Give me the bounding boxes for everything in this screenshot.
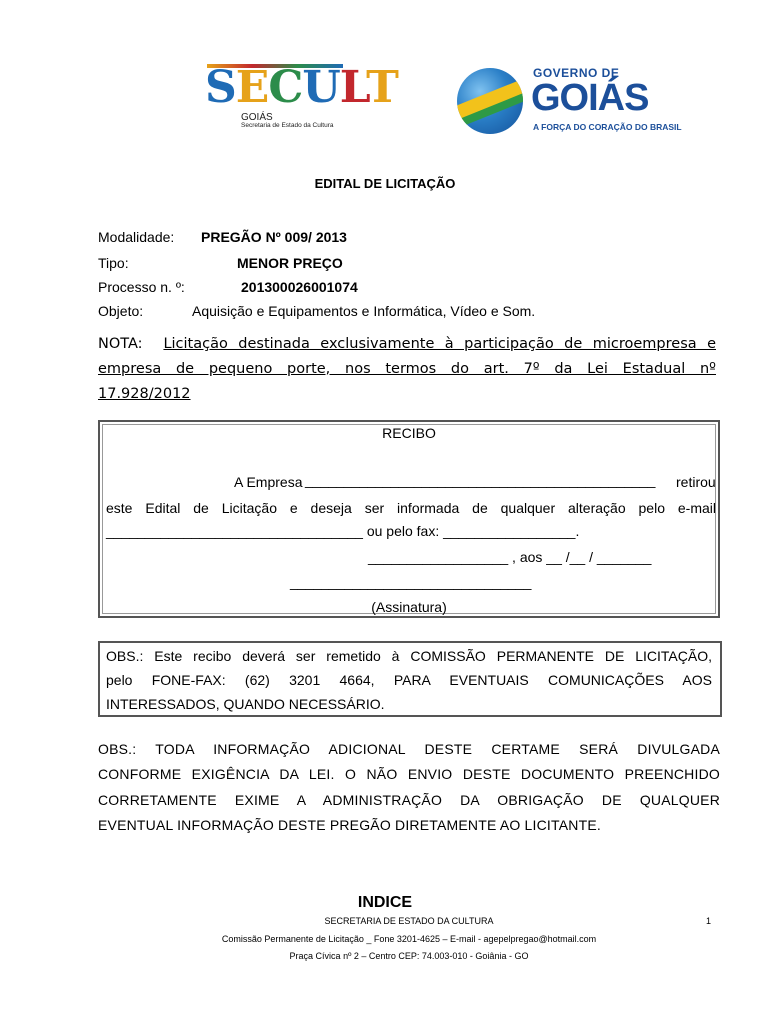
secult-wordmark: SECULT — [205, 62, 398, 113]
globe-icon — [457, 68, 523, 134]
tipo-label: Tipo: — [98, 255, 129, 271]
obs-box-line-1: OBS.: Este recibo deverá ser remetido à COMISSÃO PERMANENTE DE LICITAÇÃO, — [106, 648, 712, 664]
nota-line-2: empresa de pequeno porte, nos termos do art. 7º da Lei Estadual nº — [98, 361, 716, 377]
goias-slogan: A FORÇA DO CORAÇÃO DO BRASIL — [533, 122, 682, 132]
obs-box-line-3: INTERESSADOS, QUANDO NECESSÁRIO. — [106, 696, 385, 712]
obs-line-1: OBS.: TODA INFORMAÇÃO ADICIONAL DESTE CERTAME SERÁ DIVULGADA — [98, 741, 720, 757]
recibo-empresa-label: A Empresa — [234, 474, 303, 490]
nota-label: NOTA: — [98, 336, 143, 352]
secult-logo — [205, 62, 398, 132]
recibo-heading: RECIBO — [382, 425, 436, 441]
footer-contact: Comissão Permanente de Licitação _ Fone 3201-4625 – E-mail - agepelpregao@hotmail.com — [221, 934, 597, 944]
footer-address: Praça Cívica nº 2 – Centro CEP: 74.003-010 - Goiânia - GO — [289, 951, 529, 961]
objeto-value: Aquisição e Equipamentos e Informática, Vídeo e Som. — [192, 303, 536, 319]
page-number: 1 — [706, 916, 712, 926]
tipo-value: MENOR PREÇO — [237, 255, 343, 271]
nota-line-1: Licitação destinada exclusivamente à participação de microempresa e — [163, 336, 716, 352]
secult-subtitle: Secretaria de Estado da Cultura — [241, 122, 334, 129]
nota-line-3: 17.928/2012 — [98, 386, 191, 402]
obs-line-2: CONFORME EXIGÊNCIA DA LEI. O NÃO ENVIO DESTE DOCUMENTO PREENCHIDO — [98, 766, 720, 782]
recibo-retirou: retirou — [676, 474, 716, 490]
governo-de-text: GOVERNO DE — [533, 66, 620, 80]
obs-box — [98, 641, 722, 717]
objeto-label: Objeto: — [98, 303, 144, 319]
signature-label: (Assinatura) — [371, 599, 447, 615]
footer-org: SECRETARIA DE ESTADO DA CULTURA — [324, 916, 494, 926]
recibo-empresa-blank: _____________________________________________ — [305, 472, 656, 488]
modalidade-value: PREGÃO Nº 009/ 2013 — [201, 229, 347, 245]
recibo-box — [98, 420, 720, 618]
processo-label: Processo n. º: — [98, 279, 185, 295]
recibo-line-3: _________________________________ ou pelo fax: _________________. — [106, 523, 580, 539]
page-title: EDITAL DE LICITAÇÃO — [314, 176, 456, 191]
goias-text: GOIÁS — [531, 77, 649, 119]
nota-paragraph — [98, 332, 716, 407]
recibo-line-2: este Edital de Licitação e deseja ser informada de qualquer alteração pelo e-mail — [106, 500, 716, 516]
secult-state: GOIÁS — [241, 112, 273, 123]
processo-value: 201300026001074 — [241, 279, 358, 295]
obs-line-4: EVENTUAL INFORMAÇÃO DESTE PREGÃO DIRETAMENTE AO LICITANTE. — [98, 817, 601, 833]
recibo-date-line: __________________ , aos __ /__ / _______ — [368, 549, 652, 565]
obs-box-line-2: pelo FONE-FAX: (62) 3201 4664, PARA EVENTUAIS COMUNICAÇÕES AOS — [106, 672, 712, 688]
indice-heading: INDICE — [357, 894, 413, 911]
modalidade-label: Modalidade: — [98, 229, 175, 245]
signature-line: _______________________________ — [290, 574, 532, 590]
governo-goias-logo — [457, 62, 682, 138]
obs-line-3: CORRETAMENTE EXIME A ADMINISTRAÇÃO DA OBRIGAÇÃO DE QUALQUER — [98, 792, 720, 808]
